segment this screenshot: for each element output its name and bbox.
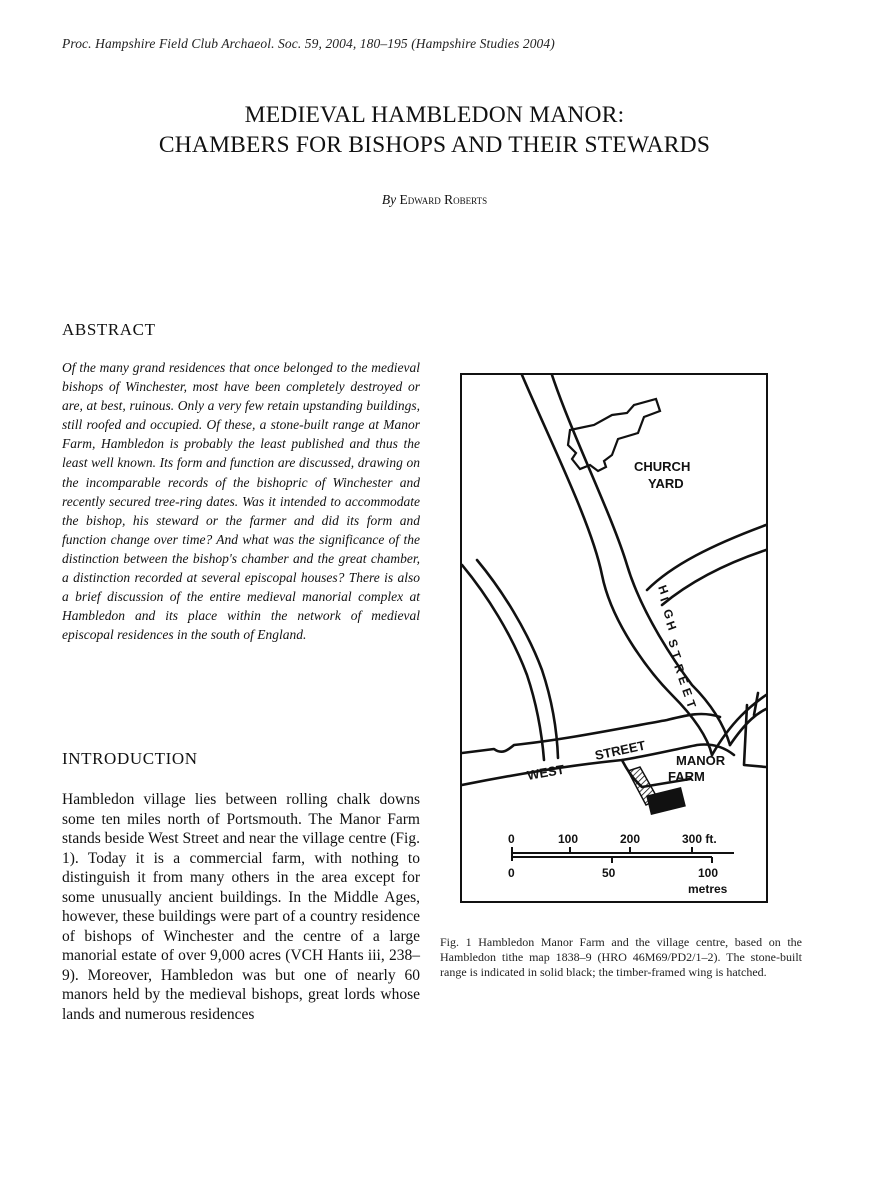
label-high-street-letter: S xyxy=(665,637,682,650)
paper-title xyxy=(0,100,869,160)
scale-metres: metres xyxy=(688,882,728,896)
byline-by: By xyxy=(381,192,397,207)
label-manor: MANOR xyxy=(676,753,726,768)
abstract-heading: ABSTRACT xyxy=(62,320,156,339)
label-yard: YARD xyxy=(648,476,684,491)
label-west: WEST xyxy=(525,761,566,783)
scale-m-100: 100 xyxy=(698,866,719,880)
label-church: CHURCH xyxy=(634,459,691,474)
road-edge xyxy=(552,375,730,745)
scale-m-50: 50 xyxy=(602,866,616,880)
scale-m-0: 0 xyxy=(508,866,515,880)
introduction-text: Hambledon village lies between rolling chalk downs some ten miles north of Portsmouth. The Manor Farm stands beside West Street and near the village centre (Fig. 1). Today it is a commercial farm, with nothing to distinguish it from many others in the area except for some unusually ancient buildings. In the Middle Ages, however, these buildings were part of a country residence of bishops of Winchester and the centre of a large manorial estate of over 9,000 acres (VCH Hants iii, 238–9). Moreover, Hambledon was but one of nearly 60 manors held by the medieval bishops, great lords whose lands and numerous residences xyxy=(62,791,420,1023)
label-high-street-letter: H xyxy=(655,583,672,597)
title-line-2: CHAMBERS FOR BISHOPS AND THEIR STEWARDS xyxy=(158,132,711,158)
label-high-street-letter: H xyxy=(663,619,680,633)
village-map xyxy=(462,375,766,901)
scale-ft-100: 100 xyxy=(558,832,579,846)
label-high-street-letter: I xyxy=(657,595,672,604)
label-high-street-letter: R xyxy=(671,662,688,676)
road-edge xyxy=(477,560,558,758)
scale-ft-0: 0 xyxy=(508,832,515,846)
title-line-1: MEDIEVAL HAMBLEDON MANOR: xyxy=(244,102,625,128)
road-edge xyxy=(662,550,766,605)
introduction-heading: INTRODUCTION xyxy=(62,749,198,768)
road-edge xyxy=(730,709,766,745)
label-street: STREET xyxy=(593,737,647,763)
label-high-street-letter: T xyxy=(668,649,684,661)
byline xyxy=(0,192,869,208)
label-high-street-letter: G xyxy=(660,607,677,621)
label-high-street-letter: E xyxy=(675,674,692,687)
figure-caption: Fig. 1 Hambledon Manor Farm and the village centre, based on the Hambledon tithe map 1838–9 (HRO 46M69/PD2/1–2). The stone-built range is indicated in solid black; the timber-framed wing is hatched. xyxy=(440,935,802,979)
map-figure xyxy=(460,373,768,903)
scale-ft-300: 300 ft. xyxy=(682,832,717,846)
label-high-street-letter: E xyxy=(679,686,696,699)
running-head: Proc. Hampshire Field Club Archaeol. Soc. 59, 2004, 180–195 (Hampshire Studies 2004) xyxy=(62,36,555,51)
label-high-street-letter: T xyxy=(683,698,699,710)
author-name: Edward Roberts xyxy=(399,192,488,207)
abstract-text: Of the many grand residences that once belonged to the medieval bishops of Winchester, most have been completely destroyed or are, at best, ruinous. Only a very few retain upstanding buildings, still roofed and occupied. Of these, a stone-built range at Manor Farm, Hambledon is probably the least published and thus the least well known. Its form and function are discussed, drawing on the incomparable records of the bishopric of Winchester and recently secured tree-ring dates. Was it intended to accommodate the bishop, his steward or the farmer and did its form and function change over time? And what was the significance of the distinction between the bishop's chamber and the great chamber, a distinction recorded at several episcopal houses? There is also a brief discussion of the entire medieval manorial complex at Hambledon and its place within the network of medieval episcopal residences in the south of England. xyxy=(62,360,420,643)
label-farm: FARM xyxy=(668,769,705,784)
scale-ft-200: 200 xyxy=(620,832,641,846)
